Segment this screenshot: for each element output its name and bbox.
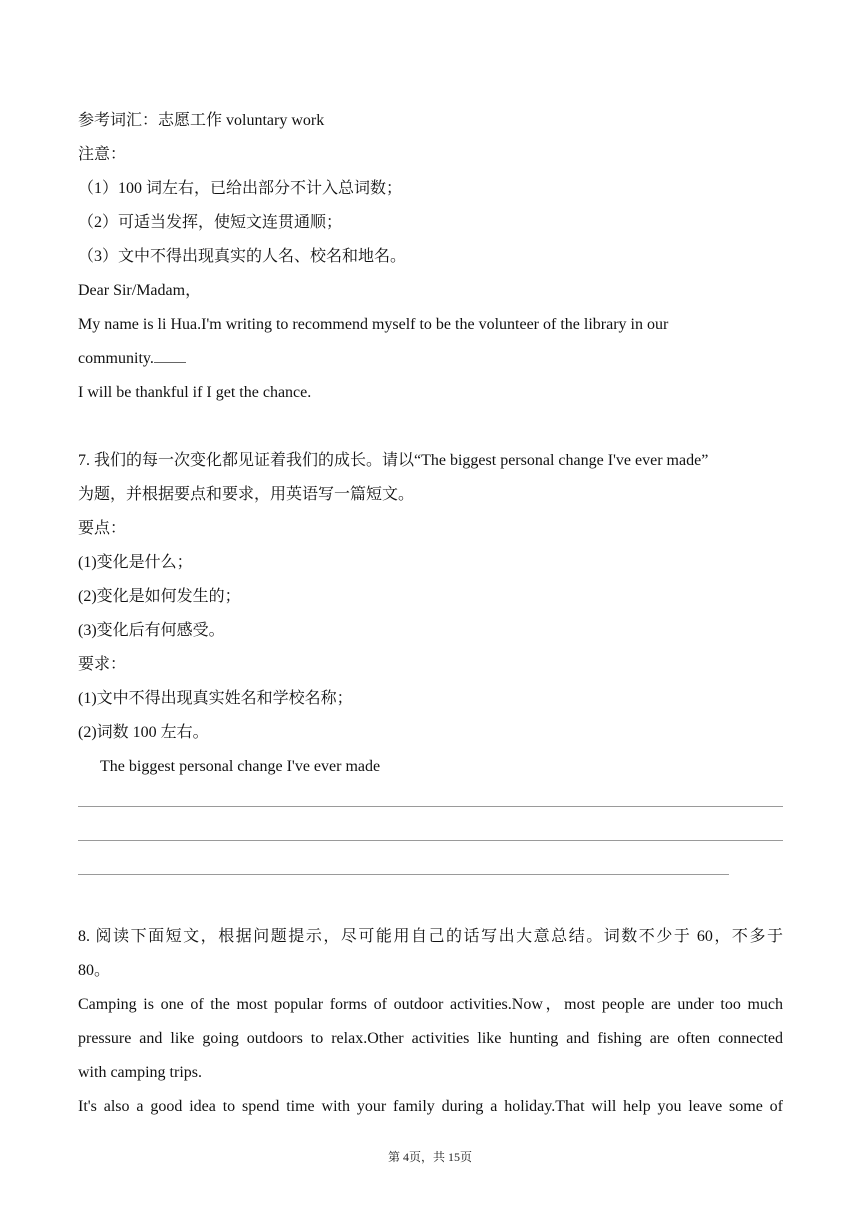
document-page	[78, 104, 783, 1124]
question-7-prompt: 为题，并根据要点和要求，用英语写一篇短文。	[78, 486, 415, 503]
vocab-hint: 参考词汇：志愿工作 voluntary work	[78, 112, 325, 129]
answer-line[interactable]	[78, 784, 783, 818]
question-8-prompt: 8. 阅读下面短文，根据问题提示，尽可能用自己的话写出大意总结。词数不少于 60，不多于	[78, 928, 783, 945]
point-item: (2)变化是如何发生的；	[78, 588, 241, 605]
note-label: 注意：	[78, 146, 127, 163]
passage-line: pressure and like going outdoors to relax.Other activities like hunting and fishing are often connected	[78, 1030, 783, 1047]
requirement-item: (2)词数 100 左右。	[78, 724, 209, 741]
question-7-prompt: 7. 我们的每一次变化都见证着我们的成长。请以“The biggest personal change I've ever made”	[78, 452, 709, 469]
passage-line: It's also a good idea to spend time with your family during a holiday.That will help you leave some of	[78, 1098, 783, 1115]
letter-body-text: community.	[78, 350, 154, 367]
note-item: （3）文中不得出现真实的人名、校名和地名。	[78, 248, 407, 265]
answer-line[interactable]	[78, 852, 783, 886]
passage-line: Camping is one of the most popular forms of outdoor activities.Now，most people are under too much	[78, 996, 783, 1013]
passage-line: with camping trips.	[78, 1064, 202, 1081]
point-item: (3)变化后有何感受。	[78, 622, 225, 639]
answer-blank[interactable]	[154, 348, 186, 363]
letter-body-line: My name is li Hua.I'm writing to recommend myself to be the volunteer of the library in our	[78, 316, 669, 333]
requirement-item: (1)文中不得出现真实姓名和学校名称；	[78, 690, 353, 707]
requirements-label: 要求：	[78, 656, 127, 673]
answer-line[interactable]	[78, 818, 783, 852]
question-8-prompt: 80。	[78, 962, 111, 979]
letter-greeting: Dear Sir/Madam，	[78, 282, 202, 299]
letter-closing: I will be thankful if I get the chance.	[78, 384, 312, 401]
note-item: （1）100 词左右，已给出部分不计入总词数；	[78, 180, 403, 197]
page-footer: 第 4页，共 15页	[387, 1150, 472, 1164]
essay-title: The biggest personal change I've ever made	[100, 758, 381, 775]
note-item: （2）可适当发挥，使短文连贯通顺；	[78, 214, 343, 231]
points-label: 要点：	[78, 520, 127, 537]
letter-body-line	[78, 342, 783, 376]
point-item: (1)变化是什么；	[78, 554, 193, 571]
